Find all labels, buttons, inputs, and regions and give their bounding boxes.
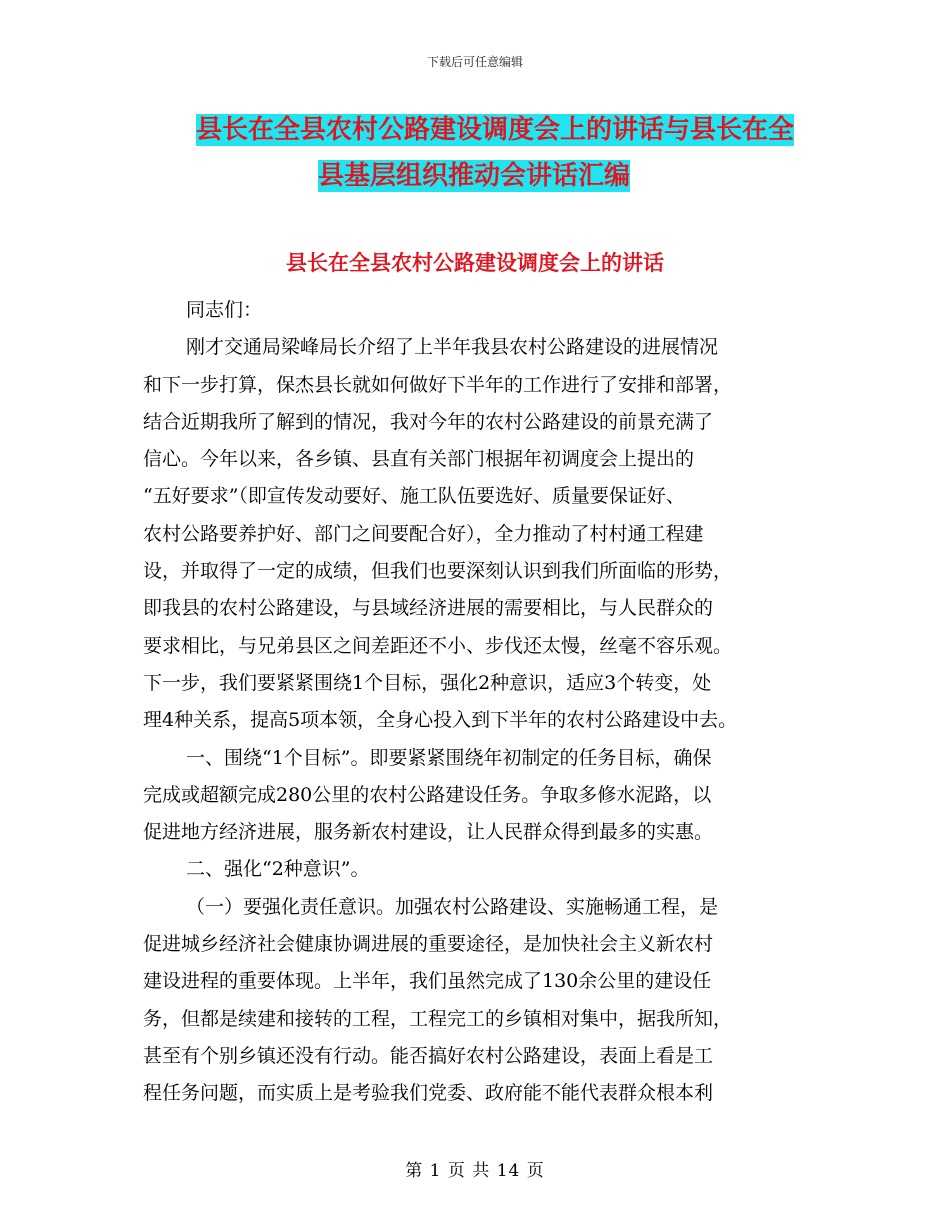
title-line-2-text: 县基层组织推动会讲话汇编 [318, 161, 631, 191]
text-line: 结合近期我所了解到的情况，我对今年的农村公路建设的前景充满了 [143, 410, 714, 433]
text-line: 二、强化“2种意识”。 [186, 858, 370, 881]
text-line: 信心。今年以来，各乡镇、县直有关部门根据年初调度会上提出的 [143, 448, 695, 471]
text-line: 和下一步打算，保杰县长就如何做好下半年的工作进行了安排和部署， [143, 373, 733, 396]
text-line: 设，并取得了一定的成绩，但我们也要深刻认识到我们所面临的形势， [143, 560, 733, 583]
text-line: 务，但都是续建和接转的工程，工程完工的乡镇相对集中，据我所知， [143, 1007, 733, 1030]
text-line: 要求相比，与兄弟县区之间差距还不小、步伐还太慢，丝毫不容乐观。 [143, 634, 733, 657]
text-line: 程任务问题，而实质上是考验我们党委、政府能不能代表群众根本利 [143, 1082, 714, 1105]
text-line: 一、围绕“1个目标”。即要紧紧围绕年初制定的任务目标，确保 [186, 746, 712, 769]
title-line-2 [318, 153, 630, 199]
text-line: “五好要求”（即宣传发动要好、施工队伍要选好、质量要保证好、 [143, 485, 685, 508]
text-line: 促进地方经济进展，服务新农村建设，让人民群众得到最多的实惠。 [143, 821, 714, 844]
text-line: 下一步，我们要紧紧围绕1个目标，强化2种意识，适应3个转变，处 [143, 671, 712, 694]
body-text [143, 292, 823, 1113]
text-line: 理4种关系，提高5项本领，全身心投入到下半年的农村公路建设中去。 [143, 709, 738, 732]
text-line: 同志们： [186, 299, 263, 321]
header-note: 下载后可任意编辑 [426, 55, 523, 69]
text-line: 建设进程的重要体现。上半年，我们虽然完成了130余公里的建设任 [143, 970, 712, 993]
section-title: 县长在全县农村公路建设调度会上的讲话 [286, 251, 664, 275]
title-line-1-text: 县长在全县农村公路建设调度会上的讲话与县长在全 [196, 115, 795, 145]
text-line: 即我县的农村公路建设，与县域经济进展的需要相比，与人民群众的 [143, 597, 714, 620]
text-line: 农村公路要养护好、部门之间要配合好），全力推动了村村通工程建 [143, 522, 704, 545]
text-line: 甚至有个别乡镇还没有行动。能否搞好农村公路建设，表面上看是工 [143, 1044, 714, 1067]
page-number: 第 1 页 共 14 页 [405, 1161, 545, 1181]
text-line: 刚才交通局梁峰局长介绍了上半年我县农村公路建设的进展情况 [186, 336, 719, 359]
text-line: 促进城乡经济社会健康协调进展的重要途径，是加快社会主义新农村 [143, 933, 714, 956]
text-line: 完成或超额完成280公里的农村公路建设任务。争取多修水泥路，以 [143, 783, 712, 806]
text-line: （一）要强化责任意识。加强农村公路建设、实施畅通工程，是 [186, 895, 719, 918]
title-line-1 [196, 107, 794, 153]
